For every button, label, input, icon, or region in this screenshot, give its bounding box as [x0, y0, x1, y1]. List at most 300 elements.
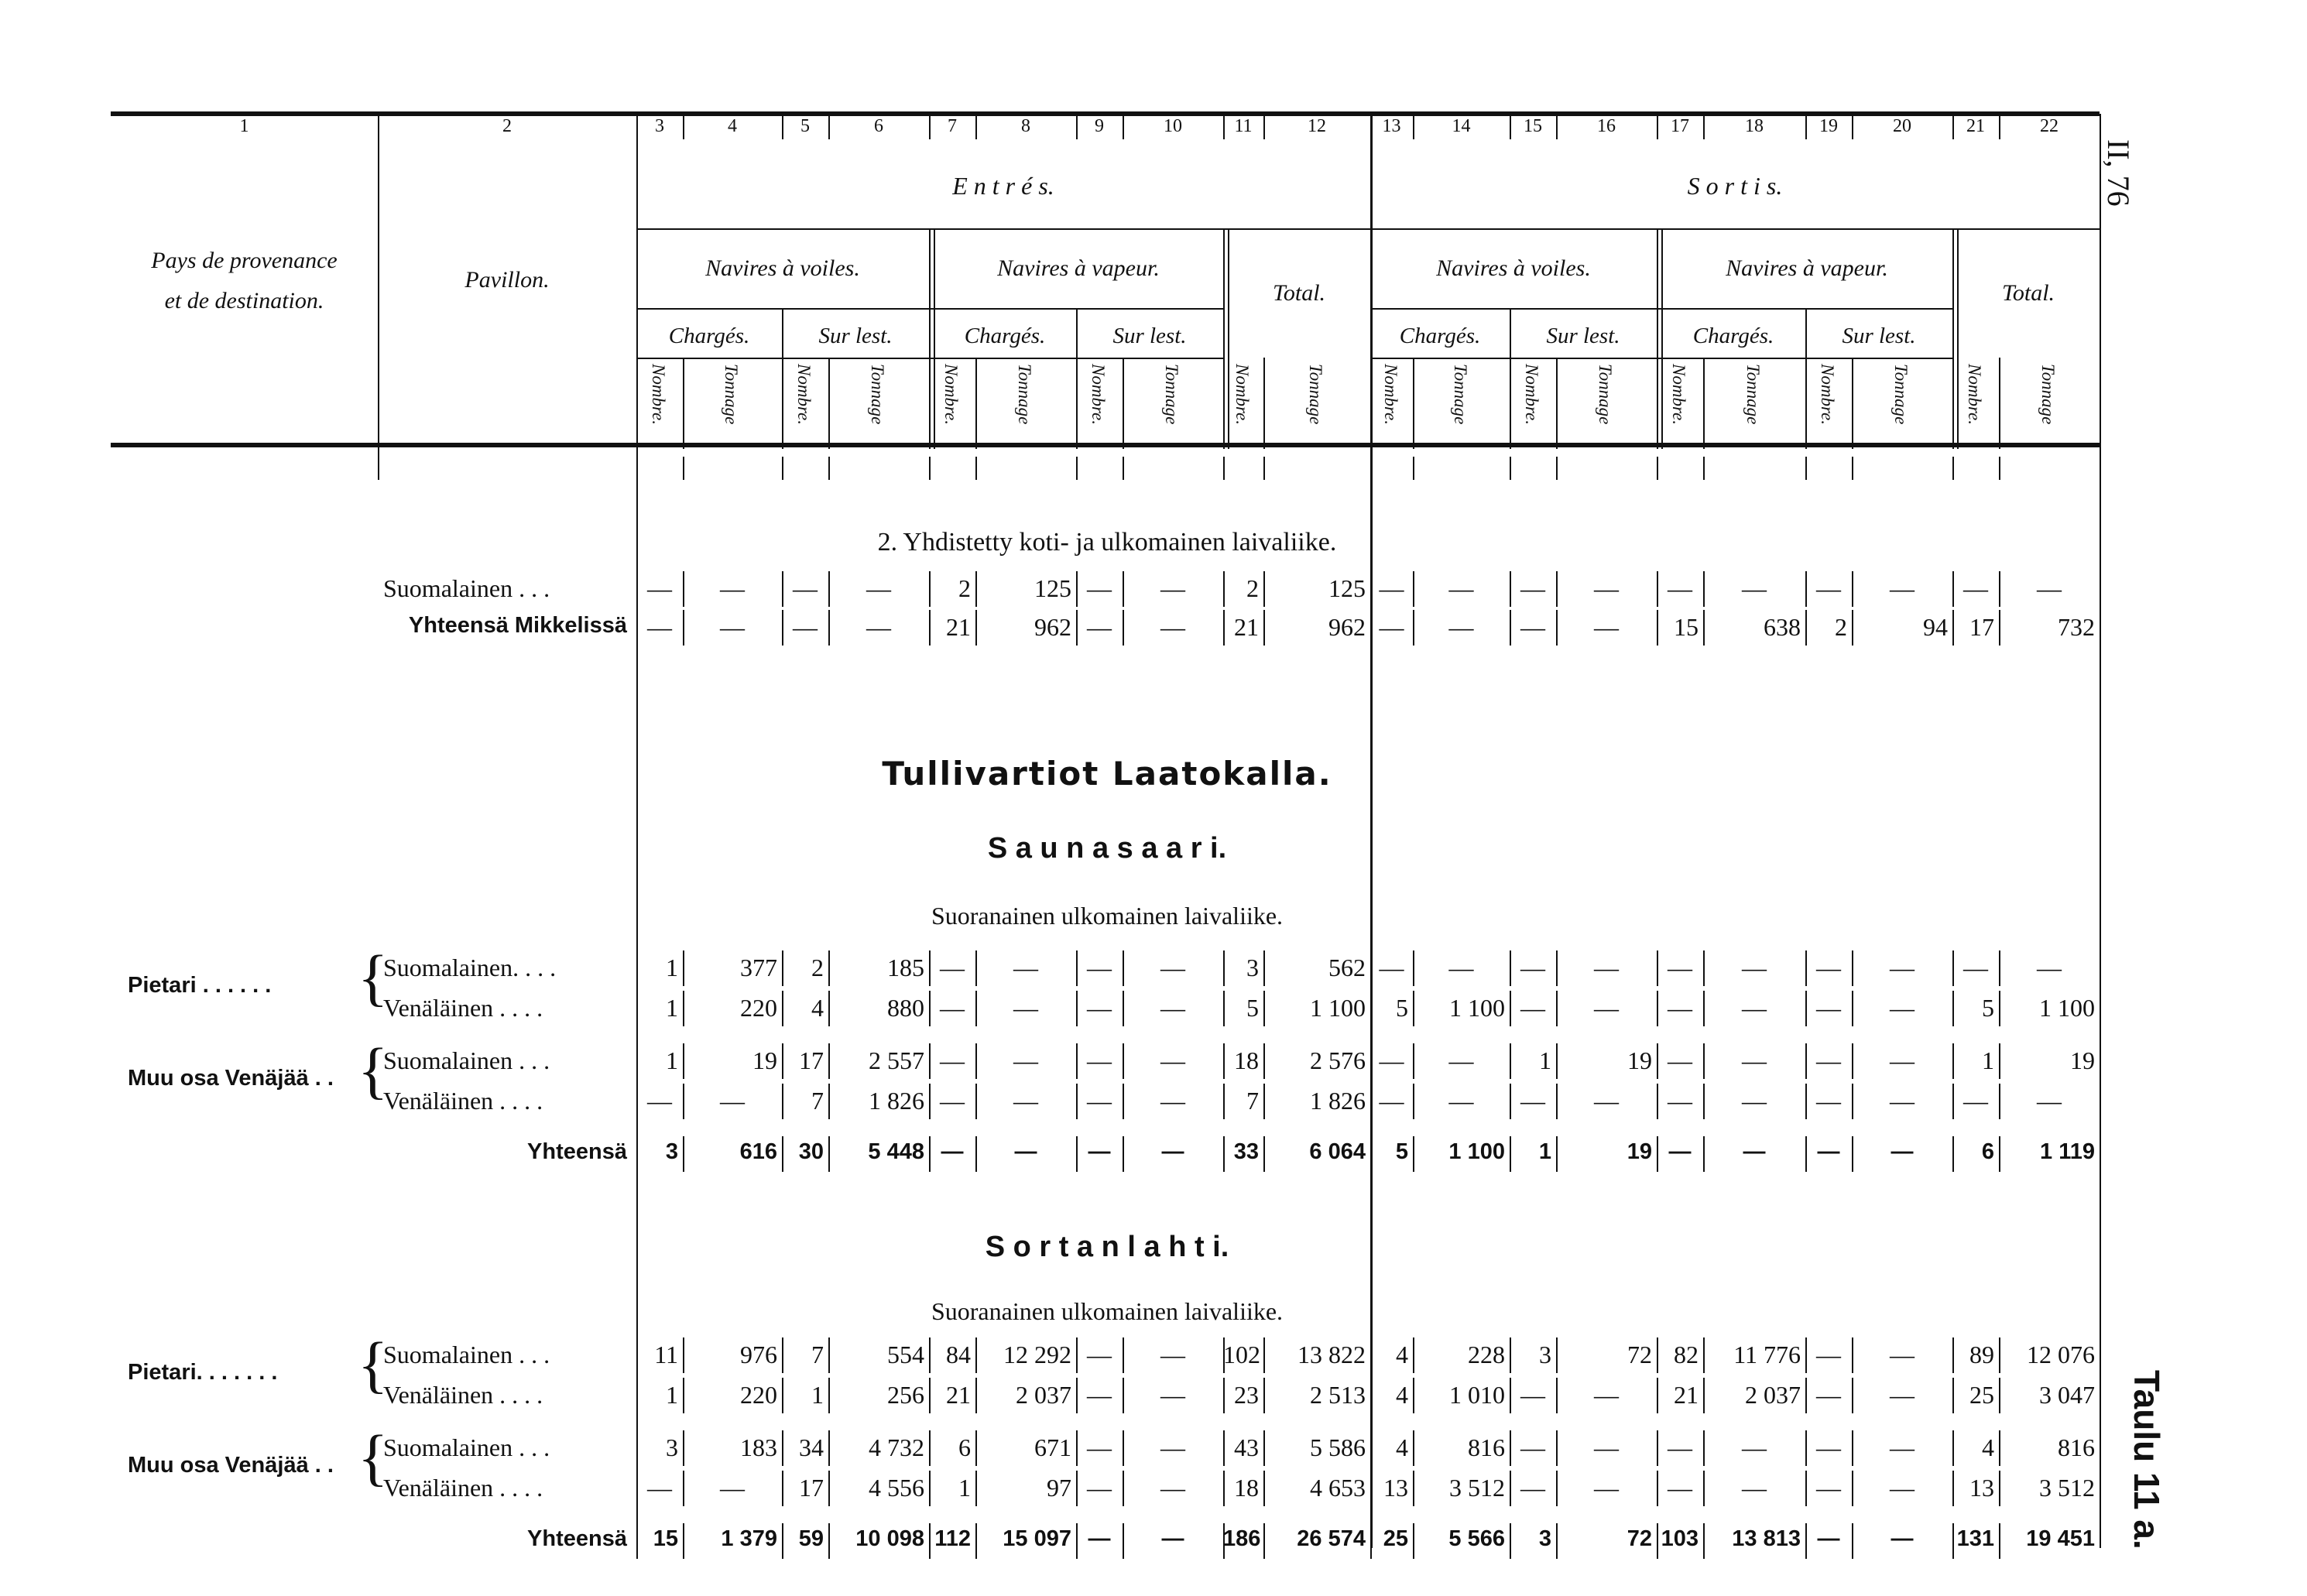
- table-cell: 21: [946, 613, 971, 641]
- table-cell: —: [1594, 1087, 1619, 1115]
- table-cell: —: [1742, 1474, 1767, 1502]
- table-cell: —: [1816, 1046, 1841, 1074]
- table-cell: 816: [1468, 1433, 1505, 1461]
- table-cell: 72: [1627, 1526, 1652, 1551]
- table-cell: —: [1816, 574, 1841, 602]
- table-cell: 377: [740, 954, 777, 981]
- table-cell: —: [1743, 1139, 1766, 1164]
- table-cell: —: [1160, 1474, 1185, 1502]
- table-cell: 12 292: [1003, 1341, 1071, 1368]
- table-cell: 185: [887, 954, 924, 981]
- table-cell: 2: [811, 954, 824, 981]
- column-number: 11: [1234, 116, 1253, 136]
- rule-vertical: [975, 457, 977, 480]
- row-label: Venäläinen . . . .: [383, 1381, 543, 1409]
- table-cell: —: [1087, 1341, 1112, 1368]
- table-cell: 5: [1395, 1139, 1408, 1164]
- rule-vertical: [1223, 228, 1225, 449]
- table-cell: —: [1520, 613, 1545, 641]
- table-cell: —: [647, 1087, 672, 1115]
- row-label: Venäläinen . . . .: [383, 994, 543, 1022]
- table-cell: —: [647, 613, 672, 641]
- table-cell: 1: [1982, 1046, 1994, 1074]
- header-charges: Chargés.: [668, 324, 750, 348]
- rule-vertical: [1076, 457, 1078, 480]
- rule-vertical: [1263, 457, 1265, 480]
- header-voiles: Navires à voiles.: [1436, 255, 1591, 281]
- rule-vertical: [828, 457, 830, 480]
- header-pavillon: Pavillon.: [464, 267, 550, 293]
- column-number: 7: [948, 116, 957, 136]
- table-cell: —: [1890, 954, 1915, 981]
- table-cell: —: [1087, 1474, 1112, 1502]
- column-number: 12: [1308, 116, 1326, 136]
- table-cell: 5 586: [1310, 1433, 1366, 1461]
- table-cell: —: [1013, 1087, 1038, 1115]
- rule-horizontal: [636, 228, 2100, 230]
- header-total: Total.: [1272, 280, 1326, 306]
- rule-vertical: [1957, 228, 1959, 449]
- table-cell: —: [1160, 1087, 1185, 1115]
- table-cell: —: [1816, 1381, 1841, 1409]
- header-sur-lest: Sur lest.: [1546, 324, 1620, 348]
- table-cell: —: [1816, 954, 1841, 981]
- header-nombre: Nombre.: [1088, 364, 1108, 426]
- header-tonnage: Tonnage: [2038, 364, 2058, 425]
- header-nombre: Nombre.: [1965, 364, 1984, 426]
- table-cell: —: [1379, 574, 1404, 602]
- table-cell: —: [1379, 1087, 1404, 1115]
- table-cell: —: [1160, 954, 1185, 981]
- table-cell: 125: [1034, 574, 1071, 602]
- header-nombre: Nombre.: [1380, 364, 1400, 426]
- table-cell: 638: [1764, 613, 1801, 641]
- table-cell: 5 448: [868, 1139, 924, 1164]
- table-cell: —: [1520, 574, 1545, 602]
- table-cell: 12 076: [2027, 1341, 2095, 1368]
- table-cell: 1 100: [1449, 994, 1505, 1022]
- table-cell: —: [1520, 994, 1545, 1022]
- table-label: Taulu 11 a.: [2127, 1370, 2167, 1550]
- table-cell: 3: [665, 1139, 678, 1164]
- table-cell: —: [1448, 1087, 1474, 1115]
- rule-vertical: [1852, 457, 1853, 480]
- rule-vertical: [1999, 457, 2000, 480]
- table-cell: 562: [1328, 954, 1366, 981]
- table-cell: —: [1160, 1433, 1185, 1461]
- table-cell: 3: [1246, 954, 1259, 981]
- table-cell: —: [647, 1474, 672, 1502]
- table-cell: 976: [740, 1341, 777, 1368]
- column-number: 1: [239, 116, 249, 136]
- row-label: Yhteensä: [527, 1526, 627, 1551]
- table-cell: 3: [1538, 1526, 1551, 1551]
- table-cell: 228: [1468, 1341, 1505, 1368]
- table-cell: 59: [798, 1526, 824, 1551]
- rule-vertical: [1703, 457, 1705, 480]
- table-cell: —: [1742, 574, 1767, 602]
- table-cell: 17: [799, 1474, 824, 1502]
- table-cell: —: [1668, 1139, 1692, 1164]
- table-cell: 102: [1223, 1341, 1260, 1368]
- table-cell: 21: [1674, 1381, 1699, 1409]
- table-cell: 2 037: [1016, 1381, 1071, 1409]
- header-total: Total.: [2001, 280, 2055, 306]
- header-vapeur: Navires à vapeur.: [1726, 255, 1888, 281]
- rule-vertical: [683, 358, 684, 449]
- column-number: 13: [1382, 116, 1401, 136]
- header-sur-lest: Sur lest.: [818, 324, 893, 348]
- header-nombre: Nombre.: [794, 364, 814, 426]
- table-cell: 30: [798, 1139, 824, 1164]
- table-cell: 186: [1223, 1526, 1261, 1551]
- table-cell: 1 100: [1310, 994, 1366, 1022]
- table-cell: —: [720, 1087, 745, 1115]
- table-cell: —: [1161, 1526, 1184, 1551]
- row-label: Suomalainen . . .: [383, 574, 550, 602]
- row-label: Yhteensä: [527, 1139, 627, 1164]
- table-cell: —: [1160, 1046, 1185, 1074]
- table-cell: —: [1891, 1139, 1914, 1164]
- table-cell: —: [1594, 1381, 1619, 1409]
- table-cell: —: [1087, 954, 1112, 981]
- table-cell: —: [1890, 994, 1915, 1022]
- table-cell: —: [1890, 1433, 1915, 1461]
- table-cell: —: [720, 613, 745, 641]
- table-cell: —: [1088, 1139, 1111, 1164]
- rule-vertical: [1223, 457, 1225, 480]
- rule-vertical: [1510, 457, 1511, 480]
- header-tonnage: Tonnage: [1891, 364, 1911, 425]
- header-tonnage: Tonnage: [1162, 364, 1181, 425]
- table-cell: 72: [1627, 1341, 1652, 1368]
- table-cell: —: [940, 994, 965, 1022]
- table-cell: —: [940, 954, 965, 981]
- row-label: Yhteensä Mikkelissä: [408, 613, 627, 638]
- table-cell: —: [2037, 954, 2062, 981]
- table-cell: —: [1520, 1474, 1545, 1502]
- header-tonnage: Tonnage: [1596, 364, 1615, 425]
- rule-horizontal: [111, 443, 2100, 447]
- table-cell: 3 047: [2039, 1381, 2095, 1409]
- table-cell: —: [1379, 613, 1404, 641]
- table-cell: 1 100: [1448, 1139, 1505, 1164]
- rule-vertical: [1263, 358, 1265, 449]
- header-country-line2: et de destination.: [164, 288, 324, 313]
- header-nombre: Nombre.: [1232, 364, 1252, 426]
- header-charges: Chargés.: [1399, 324, 1481, 348]
- table-cell: —: [1668, 1046, 1692, 1074]
- rule-vertical: [1657, 228, 1658, 449]
- table-cell: 125: [1328, 574, 1366, 602]
- table-cell: 18: [1234, 1046, 1259, 1074]
- table-cell: 19: [752, 1046, 777, 1074]
- table-cell: 19: [2070, 1046, 2095, 1074]
- table-cell: 4 732: [869, 1433, 924, 1461]
- table-cell: —: [1817, 1139, 1840, 1164]
- table-cell: 17: [799, 1046, 824, 1074]
- column-number: 10: [1164, 116, 1182, 136]
- column-number: 18: [1745, 116, 1764, 136]
- table-cell: —: [1088, 1526, 1111, 1551]
- table-cell: —: [1742, 1087, 1767, 1115]
- header-entres: E n t r é s.: [952, 172, 1054, 200]
- table-cell: —: [1160, 574, 1185, 602]
- table-cell: 2 576: [1310, 1046, 1366, 1074]
- header-tonnage: Tonnage: [868, 364, 887, 425]
- header-nombre: Nombre.: [1522, 364, 1541, 426]
- table-cell: —: [1891, 1526, 1914, 1551]
- table-cell: 962: [1328, 613, 1366, 641]
- header-sortis: S o r t i s.: [1687, 172, 1783, 200]
- table-cell: —: [1890, 1046, 1915, 1074]
- table-cell: 1: [958, 1474, 971, 1502]
- table-cell: 880: [887, 994, 924, 1022]
- header-nombre: Nombre.: [649, 364, 668, 426]
- rule-vertical: [1123, 358, 1124, 449]
- rule-vertical: [2100, 114, 2101, 1548]
- header-nombre: Nombre.: [1818, 364, 1837, 426]
- rule-vertical: [929, 457, 931, 480]
- table-cell: —: [1963, 1087, 1988, 1115]
- header-vapeur: Navires à vapeur.: [997, 255, 1160, 281]
- table-cell: —: [1160, 1341, 1185, 1368]
- table-cell: —: [1668, 954, 1692, 981]
- table-cell: 2 037: [1745, 1381, 1801, 1409]
- table-cell: 3: [1539, 1341, 1551, 1368]
- row-label: Suomalainen. . . .: [383, 954, 557, 981]
- header-tonnage: Tonnage: [722, 364, 741, 425]
- rule-vertical: [929, 228, 931, 449]
- table-cell: —: [1742, 1046, 1767, 1074]
- table-cell: 17: [1969, 613, 1994, 641]
- table-cell: 1 826: [1310, 1087, 1366, 1115]
- table-cell: 1: [666, 1046, 678, 1074]
- table-cell: —: [1594, 994, 1619, 1022]
- table-cell: 5: [1982, 994, 1994, 1022]
- table-cell: 1: [666, 1381, 678, 1409]
- table-cell: —: [1087, 1433, 1112, 1461]
- table-cell: —: [1594, 574, 1619, 602]
- column-number: 8: [1021, 116, 1030, 136]
- table-cell: 1 010: [1449, 1381, 1505, 1409]
- table-cell: —: [2037, 1087, 2062, 1115]
- table-cell: —: [1520, 954, 1545, 981]
- table-cell: —: [1668, 1433, 1692, 1461]
- table-cell: —: [1890, 1381, 1915, 1409]
- rule-vertical: [1703, 358, 1705, 449]
- header-charges: Chargés.: [1692, 324, 1774, 348]
- rule-vertical: [1413, 457, 1414, 480]
- table-cell: —: [1890, 1474, 1915, 1502]
- subsection-subtitle: Suoranainen ulkomainen laivaliike.: [931, 1297, 1284, 1325]
- table-cell: 7: [1246, 1087, 1259, 1115]
- subsection-subtitle: Suoranainen ulkomainen laivaliike.: [931, 902, 1284, 930]
- table-cell: 554: [887, 1341, 924, 1368]
- table-cell: 1: [1538, 1139, 1551, 1164]
- brace-icon: {: [358, 1422, 389, 1492]
- table-cell: —: [1520, 1381, 1545, 1409]
- table-cell: 112: [934, 1526, 971, 1551]
- brace-icon: {: [358, 1329, 389, 1399]
- table-cell: 671: [1034, 1433, 1071, 1461]
- table-cell: —: [647, 574, 672, 602]
- table-cell: 6: [958, 1433, 971, 1461]
- row-label: Suomalainen . . .: [383, 1341, 550, 1368]
- table-cell: 18: [1234, 1474, 1259, 1502]
- rule-vertical: [1657, 457, 1658, 480]
- row-label: Venäläinen . . . .: [383, 1474, 543, 1502]
- header-sur-lest: Sur lest.: [1112, 324, 1187, 348]
- table-cell: —: [1448, 574, 1474, 602]
- table-cell: —: [2037, 574, 2062, 602]
- table-cell: 103: [1661, 1526, 1699, 1551]
- table-cell: —: [1890, 1341, 1915, 1368]
- table-cell: 82: [1674, 1341, 1699, 1368]
- table-cell: 4 653: [1310, 1474, 1366, 1502]
- column-number: 14: [1452, 116, 1471, 136]
- table-cell: 6: [1981, 1139, 1994, 1164]
- table-cell: —: [1816, 1474, 1841, 1502]
- rule-vertical: [1556, 457, 1558, 480]
- table-cell: —: [1816, 1087, 1841, 1115]
- table-cell: —: [1668, 574, 1692, 602]
- page-marker: II, 76: [2101, 139, 2136, 207]
- table-cell: 220: [740, 994, 777, 1022]
- country-label: Pietari . . . . . .: [128, 973, 272, 998]
- table-cell: 21: [1234, 613, 1259, 641]
- table-cell: —: [1668, 994, 1692, 1022]
- table-cell: 4: [1396, 1433, 1408, 1461]
- column-number: 6: [874, 116, 883, 136]
- row-label: Suomalainen . . .: [383, 1433, 550, 1461]
- header-charges: Chargés.: [964, 324, 1046, 348]
- column-number: 9: [1095, 116, 1104, 136]
- table-cell: 4: [811, 994, 824, 1022]
- table-cell: 1 119: [2040, 1139, 2095, 1164]
- table-cell: —: [1379, 954, 1404, 981]
- table-cell: 2: [1246, 574, 1259, 602]
- rule-vertical: [378, 457, 379, 480]
- table-cell: —: [720, 574, 745, 602]
- table-cell: —: [940, 1046, 965, 1074]
- column-number: 22: [2040, 116, 2058, 136]
- table-cell: 2: [958, 574, 971, 602]
- rule-vertical: [1556, 358, 1558, 449]
- table-cell: 183: [740, 1433, 777, 1461]
- table-cell: 256: [887, 1381, 924, 1409]
- header-nombre: Nombre.: [1669, 364, 1688, 426]
- rule-vertical: [683, 457, 684, 480]
- country-label: Pietari. . . . . . .: [128, 1360, 278, 1385]
- header-sur-lest: Sur lest.: [1842, 324, 1916, 348]
- table-cell: —: [1742, 994, 1767, 1022]
- table-cell: 3 512: [1449, 1474, 1505, 1502]
- brace-icon: {: [358, 1035, 389, 1105]
- rule-vertical: [1852, 358, 1853, 449]
- table-cell: 10 098: [855, 1526, 924, 1551]
- rule-vertical: [378, 114, 379, 480]
- table-cell: 6 064: [1309, 1139, 1366, 1164]
- table-cell: —: [1013, 954, 1038, 981]
- brace-icon: {: [358, 942, 389, 1012]
- column-number: 21: [1966, 116, 1985, 136]
- table-cell: —: [1594, 954, 1619, 981]
- rule-vertical: [1952, 228, 1954, 449]
- table-cell: 19: [1627, 1046, 1652, 1074]
- table-cell: —: [1668, 1087, 1692, 1115]
- table-cell: 616: [739, 1139, 777, 1164]
- section-title: Tullivartiot Laatokalla.: [882, 755, 1332, 793]
- table-cell: 1 100: [2039, 994, 2095, 1022]
- table-cell: —: [1520, 1433, 1545, 1461]
- table-cell: 84: [946, 1341, 971, 1368]
- column-number: 15: [1524, 116, 1542, 136]
- column-number: 16: [1597, 116, 1616, 136]
- table-cell: —: [720, 1474, 745, 1502]
- table-cell: 25: [1969, 1381, 1994, 1409]
- table-cell: 4 556: [869, 1474, 924, 1502]
- table-cell: —: [1963, 574, 1988, 602]
- table-cell: —: [1963, 954, 1988, 981]
- table-cell: 89: [1969, 1341, 1994, 1368]
- table-cell: 13: [1383, 1474, 1408, 1502]
- table-cell: 2 557: [869, 1046, 924, 1074]
- rule-vertical: [782, 457, 783, 480]
- table-cell: —: [1087, 1046, 1112, 1074]
- table-cell: 13 813: [1732, 1526, 1801, 1551]
- row-label: Suomalainen . . .: [383, 1046, 550, 1074]
- table-cell: —: [1013, 1046, 1038, 1074]
- rule-vertical: [1805, 457, 1807, 480]
- rule-vertical: [1123, 457, 1124, 480]
- column-number: 3: [655, 116, 664, 136]
- table-cell: —: [1161, 1139, 1184, 1164]
- table-cell: 5: [1246, 994, 1259, 1022]
- table-cell: 15 097: [1003, 1526, 1071, 1551]
- table-cell: —: [1594, 1474, 1619, 1502]
- rule-vertical: [1370, 457, 1372, 480]
- table-cell: 816: [2058, 1433, 2095, 1461]
- column-number: 17: [1671, 116, 1689, 136]
- table-cell: —: [1087, 1087, 1112, 1115]
- table-cell: 1 379: [721, 1526, 777, 1551]
- table-cell: 34: [799, 1433, 824, 1461]
- table-cell: 962: [1034, 613, 1071, 641]
- table-cell: 11: [654, 1341, 678, 1368]
- table-cell: 33: [1233, 1139, 1259, 1164]
- country-label: Muu osa Venäjää . .: [128, 1066, 334, 1091]
- subsection-title: S a u n a s a a r i.: [987, 832, 1227, 865]
- table-cell: —: [866, 574, 891, 602]
- table-cell: —: [1014, 1139, 1037, 1164]
- table-cell: —: [1668, 1474, 1692, 1502]
- table-cell: 43: [1234, 1433, 1259, 1461]
- table-cell: 3: [666, 1433, 678, 1461]
- table-cell: —: [1890, 574, 1915, 602]
- table-cell: 1: [666, 954, 678, 981]
- table-cell: 7: [811, 1341, 824, 1368]
- table-cell: —: [866, 613, 891, 641]
- column-number: 20: [1893, 116, 1911, 136]
- table-cell: —: [1816, 994, 1841, 1022]
- table-cell: —: [1160, 1381, 1185, 1409]
- table-cell: 15: [1674, 613, 1699, 641]
- table-cell: —: [1379, 1046, 1404, 1074]
- table-cell: —: [940, 1087, 965, 1115]
- table-cell: 21: [946, 1381, 971, 1409]
- table-cell: —: [941, 1139, 964, 1164]
